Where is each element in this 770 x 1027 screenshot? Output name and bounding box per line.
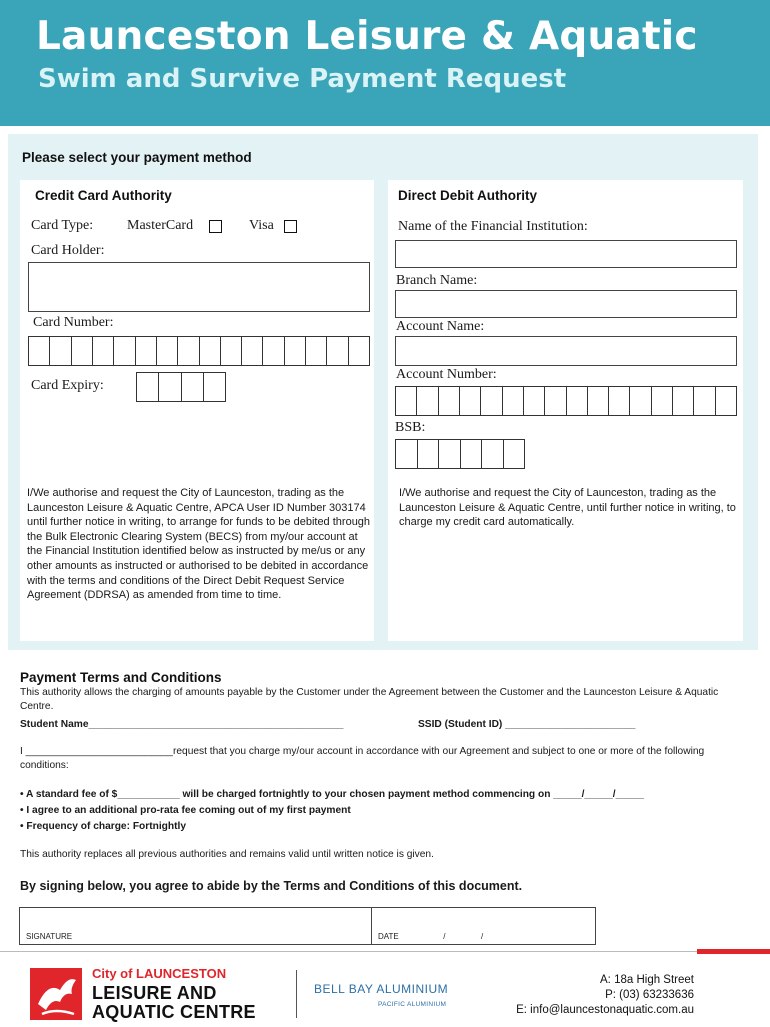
digit-cell[interactable] <box>630 387 651 415</box>
digit-cell[interactable] <box>93 337 114 365</box>
digit-cell[interactable] <box>567 387 588 415</box>
card-holder-label: Card Holder: <box>31 243 105 258</box>
contact-address: A: 18a High Street <box>600 974 694 986</box>
digit-cell[interactable] <box>417 387 438 415</box>
digit-cell[interactable] <box>327 337 348 365</box>
branch-field[interactable] <box>395 290 737 318</box>
digit-cell[interactable] <box>461 440 483 468</box>
terms-intro: This authority allows the charging of amounts payable by the Customer under the Agreement between the Customer and the Launceston Leisure & Aquatic Centre. <box>20 687 719 712</box>
digit-cell[interactable] <box>396 440 418 468</box>
digit-cell[interactable] <box>439 440 461 468</box>
card-holder-field[interactable] <box>28 262 370 312</box>
digit-cell[interactable] <box>114 337 135 365</box>
logo-divider <box>296 970 297 1018</box>
date-label: DATE / / <box>378 932 484 941</box>
card-expiry-label: Card Expiry: <box>31 378 104 393</box>
digit-cell[interactable] <box>159 373 181 401</box>
bsb-label: BSB: <box>395 420 426 435</box>
logo-line-2: AQUATIC CENTRE <box>92 1002 256 1022</box>
date-field[interactable] <box>372 908 594 944</box>
digit-cell[interactable] <box>694 387 715 415</box>
branch-label: Branch Name: <box>396 273 478 288</box>
partner-subtext: PACIFIC ALUMINIUM <box>378 1001 447 1008</box>
contact-email[interactable]: E: info@launcestonaquatic.com.au <box>516 1004 694 1016</box>
student-name-field[interactable]: Student Name_____________________________________________ <box>20 719 344 730</box>
request-line: I __________________________request that you charge my/our account in accordance with our Agreement and subject to one or more of the following conditions: <box>20 746 705 771</box>
digit-cell[interactable] <box>285 337 306 365</box>
card-type-label: Card Type: <box>31 218 94 233</box>
digit-cell[interactable] <box>263 337 284 365</box>
header-banner <box>0 0 770 126</box>
footer-accent-bar <box>697 949 770 954</box>
digit-cell[interactable] <box>72 337 93 365</box>
digit-cell[interactable] <box>306 337 327 365</box>
visa-label: Visa <box>249 218 274 233</box>
signature-label: SIGNATURE <box>26 932 73 941</box>
digit-cell[interactable] <box>178 337 199 365</box>
account-name-label: Account Name: <box>396 319 485 334</box>
signature-date-box <box>19 907 596 945</box>
digit-cell[interactable] <box>503 387 524 415</box>
direct-debit-authorisation-text: I/We authorise and request the City of Launceston, trading as the Launceston Leisure & Aquatic Centre, until further notice in writing, to charge my credit card automatically. <box>399 487 736 529</box>
replaces-note: This authority replaces all previous authorities and remains valid until written notice is given. <box>20 849 434 860</box>
account-name-field[interactable] <box>395 336 737 366</box>
digit-cell[interactable] <box>588 387 609 415</box>
logo-city-text: City of LAUNCESTON <box>92 966 227 981</box>
terms-bullet-fee: • A standard fee of $___________ will be charged fortnightly to your chosen payment method commencing on _____/_____/_____ <box>20 789 644 800</box>
signing-statement: By signing below, you agree to abide by the Terms and Conditions of this document. <box>20 879 523 893</box>
digit-cell[interactable] <box>221 337 242 365</box>
mastercard-label: MasterCard <box>127 218 194 233</box>
partner-name: BELL BAY ALUMINIUM <box>314 982 449 996</box>
institution-label: Name of the Financial Institution: <box>398 219 588 234</box>
digit-cell[interactable] <box>396 387 417 415</box>
footer-divider <box>0 951 770 952</box>
payment-method-heading: Please select your payment method <box>22 150 252 165</box>
credit-card-authorisation-text: I/We authorise and request the City of Launceston, trading as the Launceston Leisure & Aquatic Centre, APCA User ID Number 303174 until further notice in writing, to arrange for funds to be debited through the Bulk Electronic Clearing System (BECS) from my/our account at the Financial Institution identified below as instructed by me/us or any other amounts as instructed or authorised to be debited in accordance with the terms and conditions of the Direct Debit Request Service Agreement (DDRSA) as amended from time to time. <box>27 487 371 602</box>
mastercard-checkbox[interactable] <box>209 220 222 233</box>
bsb-field[interactable] <box>395 439 525 469</box>
digit-cell[interactable] <box>545 387 566 415</box>
digit-cell[interactable] <box>482 440 504 468</box>
contact-details <box>516 973 694 1018</box>
contact-phone: P: (03) 63233636 <box>605 989 694 1001</box>
account-number-label: Account Number: <box>396 367 497 382</box>
page-title: Launceston Leisure & Aquatic <box>36 14 698 59</box>
digit-cell[interactable] <box>460 387 481 415</box>
digit-cell[interactable] <box>439 387 460 415</box>
signature-field[interactable] <box>20 908 372 944</box>
card-number-label: Card Number: <box>33 315 114 330</box>
digit-cell[interactable] <box>29 337 50 365</box>
digit-cell[interactable] <box>137 373 159 401</box>
digit-cell[interactable] <box>242 337 263 365</box>
account-number-field[interactable] <box>395 386 737 416</box>
digit-cell[interactable] <box>50 337 71 365</box>
digit-cell[interactable] <box>609 387 630 415</box>
digit-cell[interactable] <box>418 440 440 468</box>
digit-cell[interactable] <box>716 387 736 415</box>
direct-debit-title: Direct Debit Authority <box>398 188 538 203</box>
ssid-field[interactable]: SSID (Student ID) _______________________ <box>418 719 636 730</box>
digit-cell[interactable] <box>200 337 221 365</box>
digit-cell[interactable] <box>204 373 225 401</box>
digit-cell[interactable] <box>349 337 369 365</box>
digit-cell[interactable] <box>136 337 157 365</box>
digit-cell[interactable] <box>652 387 673 415</box>
credit-card-title: Credit Card Authority <box>35 188 172 203</box>
terms-bullet-prorata: • I agree to an additional pro-rata fee coming out of my first payment <box>20 805 351 816</box>
digit-cell[interactable] <box>524 387 545 415</box>
digit-cell[interactable] <box>673 387 694 415</box>
lac-logo <box>30 964 290 1022</box>
digit-cell[interactable] <box>182 373 204 401</box>
digit-cell[interactable] <box>157 337 178 365</box>
digit-cell[interactable] <box>504 440 525 468</box>
page-subtitle: Swim and Survive Payment Request <box>38 64 567 94</box>
visa-checkbox[interactable] <box>284 220 297 233</box>
digit-cell[interactable] <box>481 387 502 415</box>
logo-line-1: LEISURE AND <box>92 983 217 1003</box>
institution-field[interactable] <box>395 240 737 268</box>
card-expiry-field[interactable] <box>136 372 226 402</box>
card-number-field[interactable] <box>28 336 370 366</box>
terms-title: Payment Terms and Conditions <box>20 670 222 685</box>
terms-bullet-frequency: • Frequency of charge: Fortnightly <box>20 821 187 832</box>
